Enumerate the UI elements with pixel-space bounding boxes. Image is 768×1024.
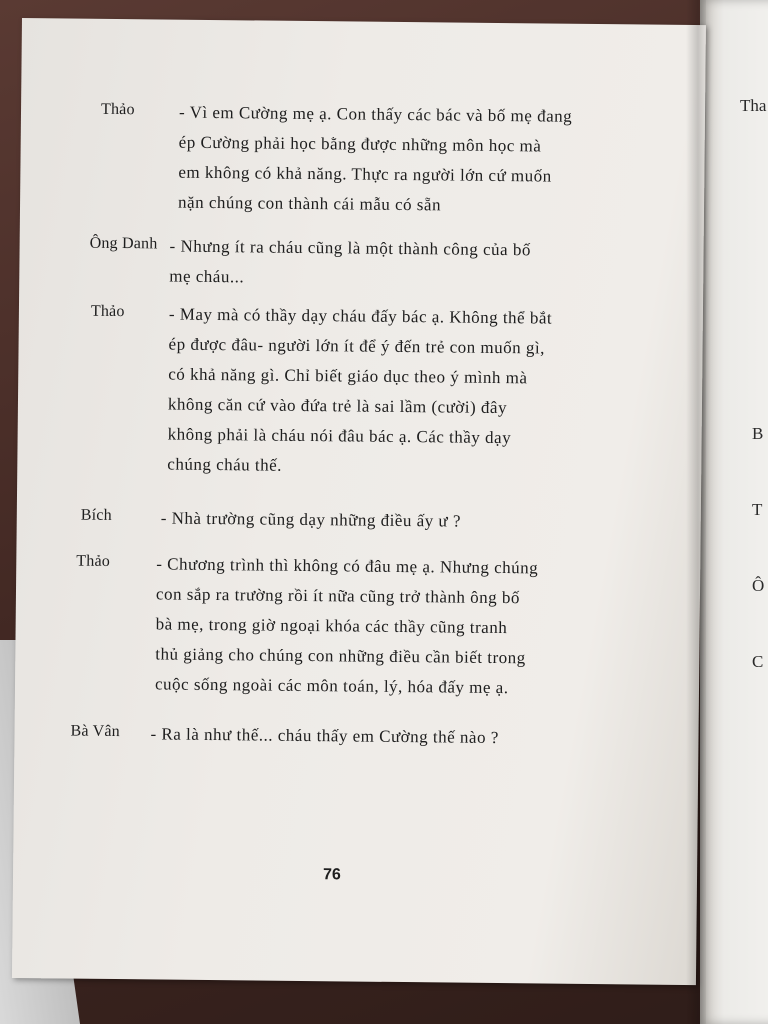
speech-line: con sắp ra trường rồi ít nữa cũng trở thành ông bố bbox=[155, 584, 521, 608]
dialogue-entry bbox=[20, 230, 704, 287]
right-page-fragment: C bbox=[752, 652, 764, 671]
speech-line: nặn chúng con thành cái mẫu có sẵn bbox=[177, 192, 442, 215]
right-page-fragment: B bbox=[752, 424, 764, 443]
speech-line: có khả năng gì. Chỉ biết giáo dục theo ý mình mà bbox=[168, 364, 528, 388]
speaker-name: Thảo bbox=[100, 100, 135, 119]
speech-text bbox=[161, 503, 462, 536]
dialogue-entry bbox=[17, 502, 701, 531]
speaker-name: Thảo bbox=[76, 552, 111, 570]
speech-line: bà mẹ, trong giờ ngoại khóa các thầy cũng tranh bbox=[155, 614, 508, 638]
dialogue-text bbox=[12, 18, 706, 985]
speaker-name: Bà Vân bbox=[70, 722, 120, 741]
speaker-name: Bích bbox=[80, 506, 112, 524]
speaker-name: Thảo bbox=[90, 302, 125, 321]
speech-line: không căn cứ vào đứa trẻ là sai lầm (cười) đây bbox=[167, 394, 508, 418]
right-page-fragment: Ô bbox=[752, 576, 765, 595]
speech-line: - Nhà trường cũng dạy những điều ấy ư ? bbox=[160, 508, 462, 531]
speech-line: thủ giảng cho chúng con những điều cần biết trong bbox=[155, 644, 526, 668]
speech-text bbox=[169, 232, 531, 296]
speech-line: - Nhưng ít ra cháu cũng là một thành công của bố bbox=[169, 236, 532, 260]
speech-text bbox=[167, 300, 552, 484]
page-number: 76 bbox=[322, 866, 341, 884]
speech-line: ép Cường phải học bằng được những môn học mà bbox=[178, 132, 542, 156]
dialogue-entry bbox=[21, 96, 705, 215]
speech-line: - May mà có thầy dạy cháu đấy bác ạ. Không thể bắt bbox=[168, 304, 553, 328]
speech-text bbox=[178, 98, 572, 222]
speech-line: chúng cháu thế. bbox=[167, 454, 283, 475]
speech-line: - Vì em Cường mẹ ạ. Con thấy các bác và bố mẹ đang bbox=[178, 102, 573, 126]
right-page-fragment: T bbox=[752, 500, 763, 519]
speech-line: em không có khả năng. Thực ra người lớn cứ muốn bbox=[178, 162, 552, 186]
speech-text bbox=[155, 549, 539, 703]
speech-line: - Ra là như thế... cháu thấy em Cường thế nào ? bbox=[150, 724, 499, 748]
speech-line: mẹ cháu... bbox=[169, 266, 245, 287]
speech-line: - Chương trình thì không có đâu mẹ ạ. Nhưng chúng bbox=[156, 554, 539, 578]
speech-line: không phải là cháu nói đâu bác ạ. Các thầy dạy bbox=[167, 424, 512, 448]
right-page-fragment: Tha bbox=[740, 96, 767, 115]
dialogue-entry bbox=[16, 548, 700, 698]
speech-line: cuộc sống ngoài các môn toán, lý, hóa đấy mẹ ạ. bbox=[154, 674, 509, 698]
dialogue-entry bbox=[19, 298, 703, 475]
speech-line: ép được đâu- người lớn ít để ý đến trẻ con muốn gì, bbox=[168, 334, 546, 358]
dialogue-entry bbox=[15, 718, 699, 748]
speaker-name: Ông Danh bbox=[89, 234, 158, 253]
speech-text bbox=[150, 719, 499, 753]
